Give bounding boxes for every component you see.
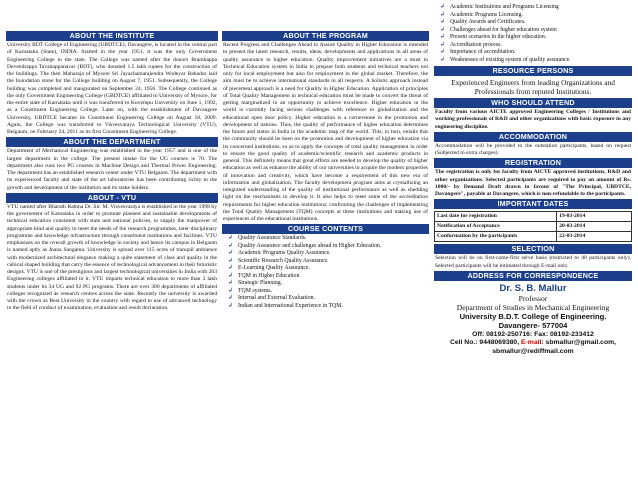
program-heading: ABOUT THE PROGRAM <box>222 31 429 41</box>
date-value: 22-03-2014 <box>557 232 632 242</box>
attend-heading: WHO SHOULD ATTEND <box>434 98 632 108</box>
list-item: ↲ TQM systems. <box>228 287 273 294</box>
middle-column <box>222 31 429 491</box>
date-label: Conformation by the participants <box>435 232 557 242</box>
list-item: ↲ Challenges ahead for higher education system <box>440 26 557 33</box>
list-item: ↲ Quality Assurance Standards. <box>228 235 307 242</box>
vtu-text: VTU named after Bharath Rathna Dr. Sir. M. Visvesvaraya is established in the year 1998 by the government of Karnataka in order to promote planned and sustainable developments of technical education consistent with state and national policies, to supply the manpower of appropriate kind and quality to meet the needs of the research programmes, inter disciplinary programme and knowledge infrastructure through constituent institutions and facilities. VTU emphasizes on the overall growth of knowledge in society and hence its campus in Belgaum is named aptly as Jnana Sangama. University is spread over 115 acres of tranquil ambience with modernized architectural elegance making a quite statement of class and quality in the cubical shaped building that carry the essence of technological advancement in their futuristic designs. VTU is one of the prestigious and largest technological universities in India with 203 Engineering colleges affiliated to it. VTU imparts technical education to more than 3 lakh students under its 34 UG and 92 PG programs. There are over 300 departments of affiliated colleges recognized as research centres across the state. Recently the university is awarded with the crown as Best University in the country with regard to use of advanced technology in the field of conduct of examination, evaluation and result declaration. <box>7 203 217 312</box>
check-arrow-icon: ↲ <box>228 257 234 264</box>
date-value: 19-03-2014 <box>557 212 632 222</box>
contact-phone: Off: 08192-250716: Fax: 08192-233412 <box>472 330 594 338</box>
table-row <box>435 212 632 222</box>
email-label: E-mail: <box>521 339 544 347</box>
list-item: ↲ Importance of accreditation. <box>440 49 516 55</box>
vtu-heading: ABOUT - VTU <box>6 193 218 203</box>
check-arrow-icon: ↲ <box>228 287 234 294</box>
check-arrow-icon: ↲ <box>228 272 234 279</box>
dates-table <box>434 211 632 242</box>
check-arrow-icon: ↲ <box>228 295 234 302</box>
table-row <box>435 222 632 232</box>
attend-text: Faculty from various AICTE approved Engineering Colleges / Institutions and working professionals of R&D and other organizations with basic exposure in any engineering discipline. <box>435 109 631 130</box>
registration-heading: REGISTRATION <box>434 158 632 168</box>
date-label: Last date for registration <box>435 212 557 222</box>
check-arrow-icon: ↲ <box>228 250 234 257</box>
topics-list <box>434 3 632 66</box>
date-value: 20-03-2014 <box>557 222 632 232</box>
institute-text: University BDT College of Engineering (UBDTCE), Davangere, is located in the central part of Karnataka (State), INDIA. Started in the year 1951, it was the only Government Engineering College in the state. The College was named after the donors Bramhappa Devendrappa Tavanappanavar (BDT), who donated 1.5 lakh rupees for the construction of the buildings. The then Maharaja of Mysore Sri Jayachamarajendra Wodeyar Bahadur laid the foundation stone for the College building on August 7, 1951. Subsequently, the College building was completed and inaugurated on September 24, 1956. The College continued as the only Government Engineering College (GBDTCE) affiliated to University of Mysore, for the entire state of Karnataka until it was transferred to Kuvempu University on June 1, 1992, as a Constituent Engineering College. Later on, with the establishment of Davangere University, UBDTCE became its Constituent Engineering College on August 18, 2009. Again, the College was transferred to Visvesvaraya Technological University (VTU), Belgaum, on February 24, 2011 as its first Constituent Engineering College. <box>7 42 217 135</box>
contact-college: University B.D.T. College of Engineering. <box>459 312 607 322</box>
accommodation-heading: ACCOMMODATION <box>434 132 632 142</box>
list-item: ↲ Internal and External Evaluation. <box>228 295 315 302</box>
accommodation-text: Accommodation will be provided to the outstation participants, based on request (Subjected to extra charges). <box>435 142 631 156</box>
list-item: ↲ Present scenarios in the higher education. <box>440 34 547 40</box>
resource-text: Experienced Engineers from leading Organizations and Professionals from reputed Institutions. <box>451 78 615 96</box>
resource-heading: RESOURCE PERSONS <box>434 66 632 76</box>
list-item: ↲ Quality Assurance and challenges ahead in Higher Education. <box>228 242 382 249</box>
course-heading: COURSE CONTENTS <box>222 224 429 234</box>
selection-text: Selection will be on first-come-first serve basis (restricted to 40 participants only). Selected participants will be intimated through E-mail only. <box>435 255 631 269</box>
program-text: Recent Progress and Challenges Ahead to Assure Quality in Higher Education is intended to present the latest research, results, ideas, developments and applications in all areas of quality assurance in higher education. Quality improvement initiatives are a must in Technical Education system in India to prepare both students and technical teachers not only for local employment but also for employment in the global market. Therefore, the aim must be to achieve international standards in all respects. A holistic approach instead of piecemeal approach is a need for Quality in Higher Education. Application of principles of Total Quality Management in technical education must be made to convert the threat of getting marginalized to an opportunity to achieve excellence. Higher education in the world is currently facing serious challenges with reference to globalization and the educational open door policy. Higher education is a cornerstone in the promotion and development of nations. Thus, the quality of performance of higher education determines the future and status in India in the academic map of the world. This, in turn, entails that the community should be keen on the promotion and development of higher education via its concerned institutions, so as to apply the concepts of total quality management in order to ensure the good quality of academic/scientific research and academic products in general. This definitely means that great efforts are needed to develop the quality of higher education as well as enhance the ability of our universities to acquire the modern properties of innovation and creativity, which have become a requirement of this new era of information and globalization. The faculty development program aims at crystallizing an integrated understanding of the quality of institutional performance as well as shedding light on the mechanisms to develop it. It also helps to meet some of the accreditation requirements for higher education institutions; confronting the challenges of implementing the Total Quality Management (TQM) concepts at these institutions and making use of experiences of the educational institutions. <box>223 42 428 222</box>
dates-heading: IMPORTANT DATES <box>434 199 632 209</box>
list-item: ↲ Scientific Research Quality Assurance. <box>228 257 329 264</box>
table-row <box>435 232 632 242</box>
department-heading: ABOUT THE DEPARTMENT <box>6 137 218 147</box>
check-arrow-icon: ↲ <box>440 26 446 33</box>
address-heading: ADDRESS FOR CORRESPONDENCE <box>434 271 632 281</box>
cell-number: Cell No.: 9448069380, <box>449 339 521 347</box>
left-column <box>6 31 218 491</box>
list-item: ↲ Indian and International Experience in TQM. <box>228 302 343 309</box>
contact-cell-email <box>434 339 632 348</box>
list-item: ↲ Strategic Planning. <box>228 280 283 287</box>
course-list <box>222 234 429 312</box>
check-arrow-icon: ↲ <box>440 41 446 48</box>
date-label: Notification of Acceptance <box>435 222 557 232</box>
list-item: ↲ Academic Programs Quality Assurance. <box>228 250 331 257</box>
check-arrow-icon: ↲ <box>228 242 234 249</box>
check-arrow-icon: ↲ <box>228 235 234 242</box>
registration-text: The registration is only for faculty from AICTE approved institutions, R&D and other organizations. Selected participants are required to pay an amount of Rs. 1000/- by Demand Draft drawn in favour of "The Principal, UBDTCE, Davangere", payable at Davangere, which is non-refundable to the participants. <box>435 169 631 197</box>
list-item: ↲ Academic Programs Licensing. <box>440 11 523 18</box>
contact-department: Department of Studies in Mechanical Engineering <box>456 302 610 312</box>
check-arrow-icon: ↲ <box>440 4 446 10</box>
email-link[interactable]: sbmallur@gmail.com, <box>543 339 617 347</box>
address-block <box>434 281 632 359</box>
check-arrow-icon: ↲ <box>440 49 446 55</box>
check-arrow-icon: ↲ <box>440 34 446 40</box>
check-arrow-icon: ↲ <box>228 280 234 287</box>
check-arrow-icon: ↲ <box>228 302 234 309</box>
list-item: ↲ E-Learning Quality Assurance. <box>228 265 310 272</box>
list-item: ↲ Academic Institutions and Programs Licensing <box>440 4 559 10</box>
check-arrow-icon: ↲ <box>440 19 446 25</box>
contact-name: Dr. S. B. Mallur <box>499 282 567 294</box>
check-arrow-icon: ↲ <box>440 56 446 63</box>
right-column <box>434 3 632 491</box>
list-item: ↲ TQM in Higher Education <box>228 272 300 279</box>
list-item: ↲ Quality Awards and Certificates. <box>440 19 526 25</box>
department-text: Department of Mechanical Engineering was established in the year 1957 and is one of the largest department in the college. The present intake for the UG courses is 70. The department also runs two PG courses in Machine Design and Thermal Power Engineering. The department has an established research center under VTU Belgaum. The department with its experienced faculty and state of the art laboratories has been contributing richly to the growth and development of the institution and its stake holders. <box>7 148 217 191</box>
contact-city: Davangere- 577004 <box>498 321 568 331</box>
list-item: ↲ Accreditation process. <box>440 41 502 48</box>
check-arrow-icon: ↲ <box>440 11 446 18</box>
list-item: ↲ Weaknesses of existing system of quality assurance. <box>440 56 571 63</box>
email-link-2[interactable]: sbmallur@rediffmail.com <box>492 347 574 355</box>
selection-heading: SELECTION <box>434 244 632 254</box>
contact-designation: Professor <box>518 293 548 303</box>
check-arrow-icon: ↲ <box>228 265 234 272</box>
institute-heading: ABOUT THE INSTITUTE <box>6 31 218 41</box>
